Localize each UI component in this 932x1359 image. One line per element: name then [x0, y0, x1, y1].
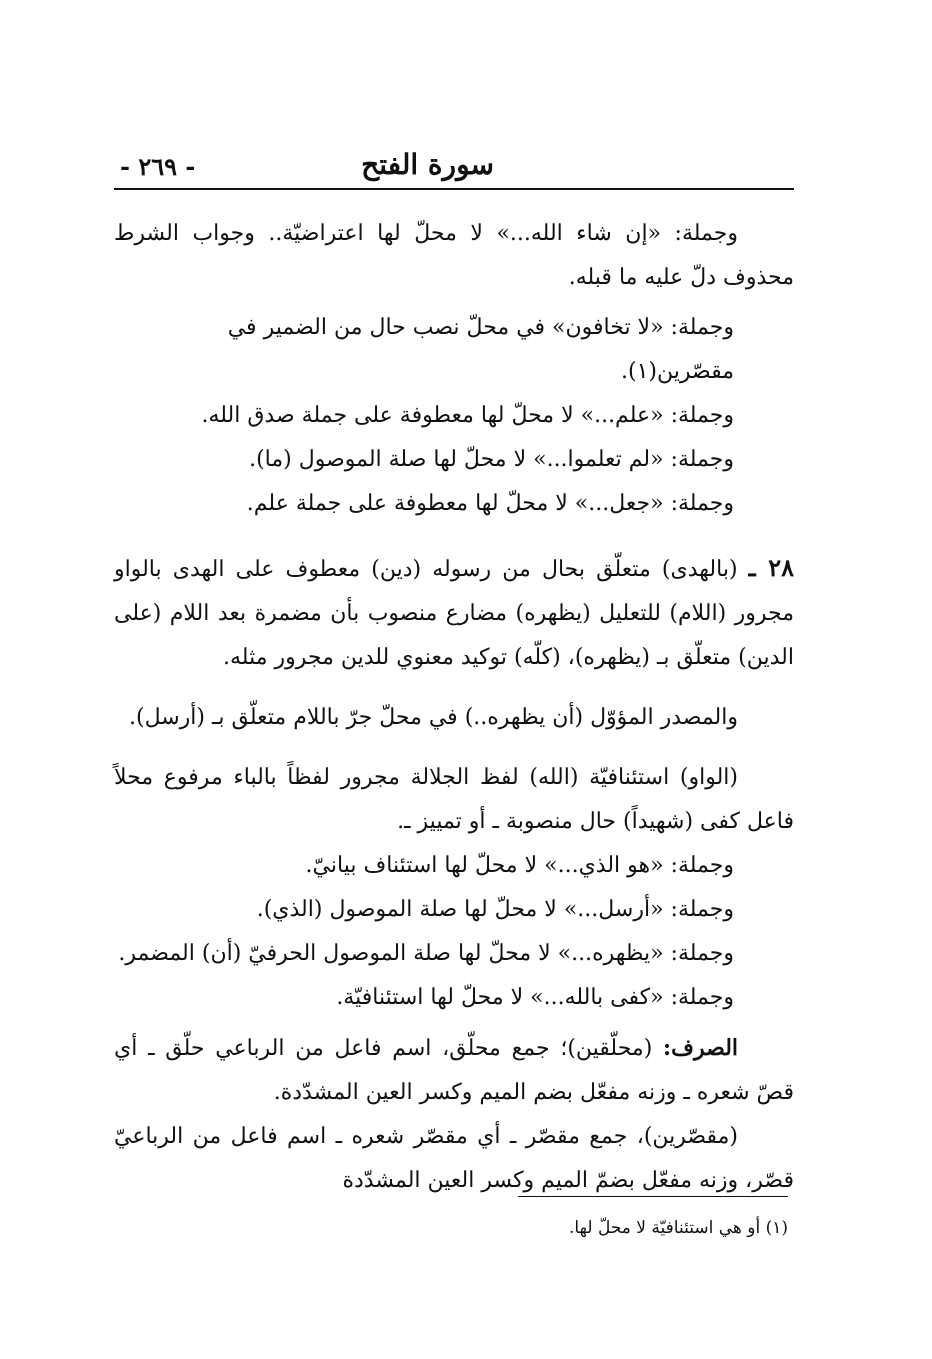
sentence-line-1: وجملة: «لا تخافون» في محلّ نصب حال من الضمير في مقصّرين(١). — [227, 315, 734, 384]
verse-28-paragraph — [114, 546, 794, 680]
waw-paragraph: (الواو) استئنافيّة (الله) لفظ الجلالة مجرور لفظاً بالباء مرفوع محلاً فاعل كفى (شهيداً) حال منصوبة ـ أو تمييز ـ. — [114, 765, 794, 834]
sentence-line-2: وجملة: «علم...» لا محلّ لها معطوفة على جملة صدق الله. — [201, 403, 734, 428]
sarf-paragraph-1 — [114, 1026, 794, 1115]
paragraph-sentence-conditional: وجملة: «إن شاء الله...» لا محلّ لها اعتراضيّة.. وجواب الشرط محذوف دلّ عليه ما قبله. — [114, 221, 794, 290]
sentence-line-7: وجملة: «يظهره...» لا محلّ لها صلة الموصول الحرفيّ (أن) المضمر. — [118, 941, 734, 966]
sentence-line-4: وجملة: «جعل...» لا محلّ لها معطوفة على جملة علم. — [246, 491, 734, 516]
footnote-divider — [518, 1196, 788, 1197]
main-text — [114, 212, 794, 1203]
sentence-line-5: وجملة: «هو الذي...» لا محلّ لها استئناف بيانيّ. — [305, 853, 734, 878]
page-title: سورة الفتح — [361, 148, 494, 181]
sarf-paragraph-2: (مقصّرين)، جمع مقصّر ـ أي مقصّر شعره ـ اسم فاعل من الرباعيّ قصّر، وزنه مفعّل بضمّ الميم وكسر العين المشدّدة — [114, 1124, 794, 1193]
sentence-line-8: وجملة: «كفى بالله...» لا محلّ لها استئنافيّة. — [336, 985, 734, 1010]
sarf-text-1: (محلّقين)؛ جمع محلّق، اسم فاعل من الرباعي حلّق ـ أي قصّ شعره ـ وزنه مفعّل بضم الميم وكسر العين المشدّدة. — [114, 1036, 794, 1105]
verse-number: ٢٨ ـ — [748, 553, 794, 582]
page-number: - ٢٦٩ - — [120, 152, 196, 181]
verse-28-text: (بالهدى) متعلّق بحال من رسوله (دين) معطوف على الهدى بالواو مجرور (اللام) للتعليل (يظهره) مضارع منصوب بأن مضمرة بعد اللام (على الدين) متعلّق بـ (يظهره)، (كلّه) توكيد معنوي للدين مجرور مثله. — [114, 557, 794, 670]
sentence-line-6: وجملة: «أرسل...» لا محلّ لها صلة الموصول (الذي). — [256, 897, 734, 922]
sentence-line-3: وجملة: «لم تعلموا...» لا محلّ لها صلة الموصول (ما). — [249, 447, 734, 472]
sarf-label: الصرف: — [663, 1035, 739, 1061]
page-header — [114, 148, 794, 190]
masdar-paragraph: والمصدر المؤوّل (أن يظهره..) في محلّ جرّ باللام متعلّق بـ (أرسل). — [129, 705, 738, 730]
header-divider — [114, 188, 794, 190]
footnote: (١) أو هي استئنافيّة لا محلّ لها. — [568, 1218, 788, 1238]
